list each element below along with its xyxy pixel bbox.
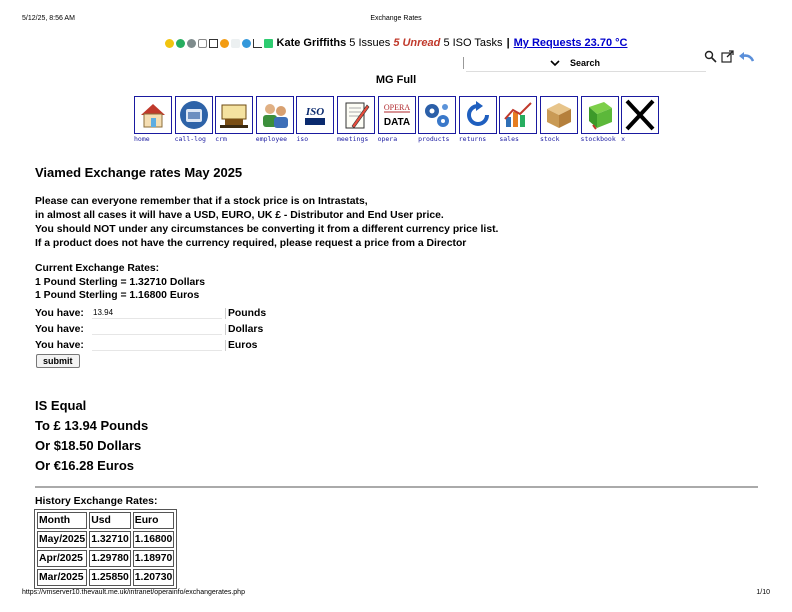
rolodex-icon[interactable]: [218, 99, 250, 131]
opera-data-icon[interactable]: [380, 98, 414, 132]
chat-icon[interactable]: [242, 39, 251, 48]
field-label: You have:: [35, 339, 84, 351]
table-cell: 1.16800: [133, 531, 175, 548]
field-label: You have:: [35, 307, 84, 319]
notice-line: Please can everyone remember that if a stock price is on Intrastats,: [35, 196, 368, 207]
telephone-icon[interactable]: [178, 99, 210, 131]
search-label[interactable]: Search: [570, 58, 601, 68]
gears-icon[interactable]: [421, 99, 453, 131]
notepad-pencil-icon[interactable]: [340, 99, 372, 131]
conversion-results: [35, 396, 148, 476]
table-cell: 1.18970: [133, 550, 175, 567]
nav-item-meetings[interactable]: [337, 96, 377, 143]
house-icon[interactable]: [138, 100, 168, 130]
nav-label[interactable]: employee: [255, 135, 288, 143]
notice-line: If a product does not have the currency required, please request a price from a Director: [35, 238, 467, 249]
table-cell: 1.32710: [89, 531, 131, 548]
result-euros: Or €16.28 Euros: [35, 458, 134, 473]
dollars-input[interactable]: [92, 323, 222, 335]
history-table: [34, 509, 177, 589]
nav-item-call-log[interactable]: [175, 96, 215, 143]
document-icon[interactable]: [209, 39, 218, 48]
status-separator: |: [506, 37, 510, 49]
converter-form: [35, 305, 266, 368]
external-link-icon[interactable]: [721, 50, 734, 63]
nav-label[interactable]: opera: [377, 135, 398, 143]
smiley-icon[interactable]: [220, 39, 229, 48]
print-url: https://vmserver10.thevault.me.uk/intranet/operainfo/exchangerates.php: [22, 589, 245, 596]
nav-label[interactable]: iso: [296, 135, 309, 143]
pounds-row: [35, 305, 266, 321]
table-header-row: [37, 512, 174, 529]
nav-label[interactable]: call-log: [174, 135, 206, 143]
dollars-row: [35, 321, 266, 337]
nav-item-returns[interactable]: [459, 96, 499, 143]
calendar-icon[interactable]: [198, 39, 207, 48]
pounds-input[interactable]: [92, 307, 222, 319]
table-cell: Mar/2025: [37, 569, 87, 586]
nav-label[interactable]: crm: [215, 135, 227, 143]
column-header: Euro: [133, 512, 175, 529]
globe-icon[interactable]: [176, 39, 185, 48]
table-cell: 1.20730: [133, 569, 175, 586]
mg-full-label: MG Full: [375, 74, 417, 86]
my-requests-link[interactable]: My Requests 23.70 °C: [513, 37, 628, 49]
table-cell: 1.29780: [89, 550, 131, 567]
table-cell: May/2025: [37, 531, 87, 548]
sales-chart-icon[interactable]: [502, 99, 534, 131]
usd-rate-line: 1 Pound Sterling = 1.32710 Dollars: [35, 276, 206, 288]
divider: [35, 486, 758, 488]
nav-label[interactable]: x: [621, 135, 626, 143]
nav-item-employee[interactable]: [256, 96, 296, 143]
nav-item-sales[interactable]: [499, 96, 539, 143]
status-user[interactable]: Kate Griffiths: [276, 37, 347, 49]
unit-label: Euros: [225, 340, 257, 351]
nav-item-stock[interactable]: [540, 96, 580, 143]
print-title: Exchange Rates: [370, 15, 422, 22]
svg-text:ISO: ISO: [306, 106, 325, 118]
nav-label[interactable]: stockbook: [580, 135, 616, 143]
notice-line: You should NOT under any circumstances be converting it from a different currency price list.: [35, 224, 499, 235]
iso-logo-icon[interactable]: [299, 99, 331, 131]
nav-label[interactable]: stock: [539, 135, 560, 143]
notice-line: in almost all cases it will have a USD, EURO, UK £ - Distributor and End User price.: [35, 210, 444, 221]
status-issues-label[interactable]: Issues: [358, 37, 391, 49]
nav-item-stockbook[interactable]: [581, 96, 621, 143]
table-row: [37, 569, 174, 586]
search-icon[interactable]: [704, 50, 717, 63]
print-page-number: 1/10: [756, 589, 770, 596]
chart-icon[interactable]: [253, 39, 262, 48]
circular-arrow-icon[interactable]: [462, 99, 494, 131]
box-icon[interactable]: [543, 99, 575, 131]
status-bar: [0, 37, 792, 49]
unit-label: Dollars: [225, 324, 263, 335]
status-unread[interactable]: 5 Unread: [393, 37, 441, 49]
back-arrow-icon[interactable]: [738, 50, 754, 63]
field-label: You have:: [35, 323, 84, 335]
green-book-icon[interactable]: [584, 99, 616, 131]
history-title: History Exchange Rates:: [35, 496, 158, 507]
status-iso-tasks[interactable]: 5 ISO Tasks: [443, 37, 503, 49]
settings-icon[interactable]: [187, 39, 196, 48]
current-rates-title: Current Exchange Rates:: [35, 263, 160, 274]
column-header: Month: [37, 512, 87, 529]
nav-label[interactable]: returns: [458, 135, 487, 143]
result-line: IS Equal: [35, 398, 87, 413]
submit-button[interactable]: submit: [36, 354, 80, 368]
svg-text:OPERA: OPERA: [383, 103, 410, 112]
bag-icon[interactable]: [264, 39, 273, 48]
toolbar-icons: [704, 50, 754, 63]
nav-label[interactable]: sales: [499, 135, 519, 143]
people-icon[interactable]: [259, 99, 291, 131]
nav-item-home[interactable]: [134, 96, 174, 143]
table-cell: Apr/2025: [37, 550, 87, 567]
unit-label: Pounds: [225, 308, 266, 319]
page-title: Viamed Exchange rates May 2025: [35, 165, 243, 180]
print-date: 5/12/25, 8:56 AM: [22, 15, 75, 22]
result-dollars: Or $18.50 Dollars: [35, 438, 142, 453]
column-header: Usd: [89, 512, 131, 529]
euros-input[interactable]: [92, 339, 222, 351]
table-cell: 1.25850: [89, 569, 131, 586]
blank-icon[interactable]: [231, 39, 240, 48]
current-rates: [35, 262, 205, 303]
nav-item-x[interactable]: [621, 96, 661, 143]
search-box[interactable]: [466, 55, 706, 72]
nav-label[interactable]: home: [134, 135, 150, 143]
search-divider: [463, 57, 464, 69]
svg-text:DATA: DATA: [383, 117, 410, 128]
status-issues-count: 5: [349, 37, 356, 49]
eur-rate-line: 1 Pound Sterling = 1.16800 Euros: [35, 290, 200, 301]
nav-item-crm[interactable]: [215, 96, 255, 143]
star-icon[interactable]: [165, 39, 174, 48]
nav-label[interactable]: products: [418, 135, 450, 143]
nav-item-iso[interactable]: [296, 96, 336, 143]
result-pounds: To £ 13.94 Pounds: [35, 418, 149, 433]
nav-icon-strip: [134, 96, 662, 143]
nav-label[interactable]: meetings: [336, 135, 369, 143]
table-row: [37, 531, 174, 548]
table-row: [37, 550, 174, 567]
euros-row: [35, 337, 266, 353]
nav-item-opera[interactable]: [378, 96, 418, 143]
x-icon[interactable]: [623, 98, 657, 132]
nav-item-products[interactable]: [418, 96, 458, 143]
notice-text: [35, 195, 498, 251]
chevron-down-icon[interactable]: [550, 60, 560, 67]
